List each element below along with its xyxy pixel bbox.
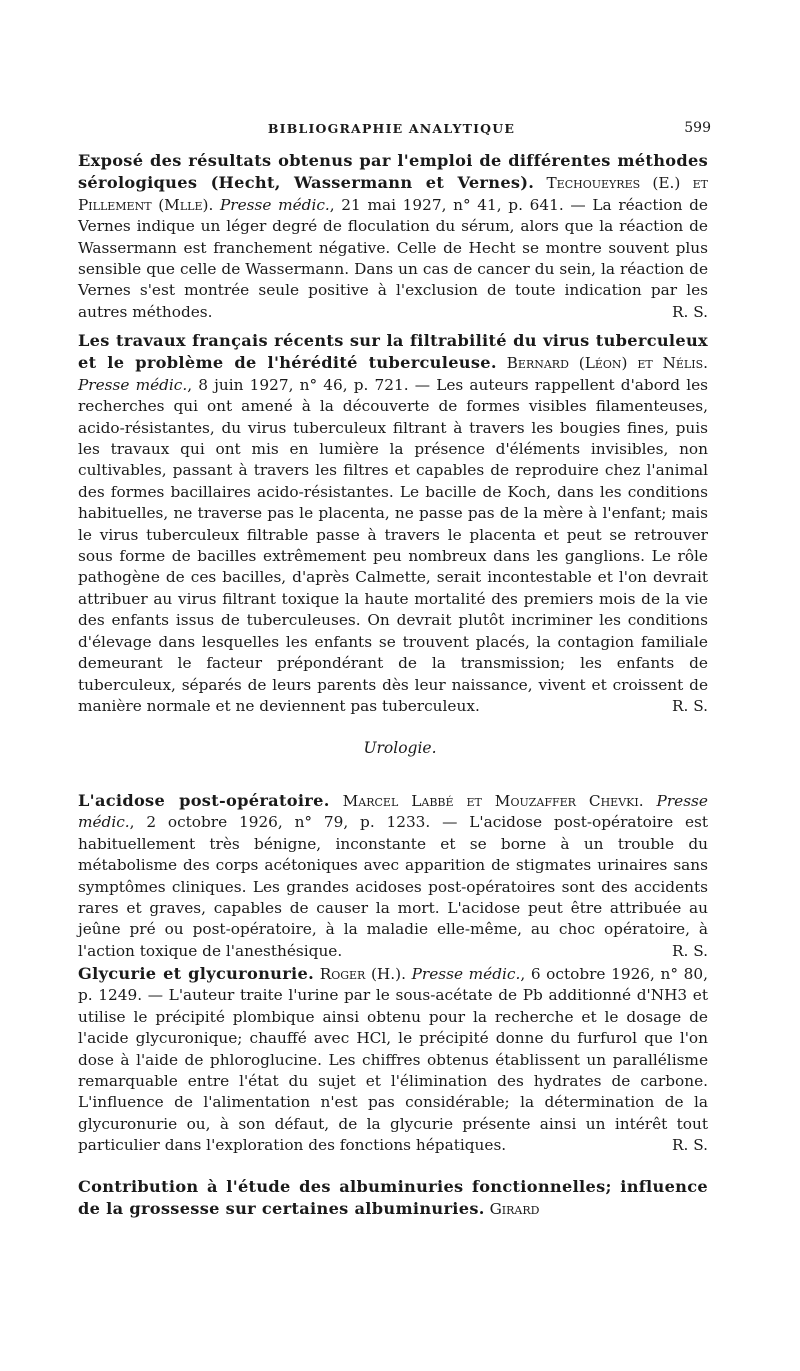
entry-citation: , 2 octobre 1926, n° 79, p. 1233. — [129, 813, 431, 832]
entry-journal: Presse médic. — [78, 375, 188, 394]
entry-journal: Presse médic. — [78, 792, 708, 832]
entry-title: Les travaux français récents sur la filtrabilité du virus tuberculeux et le problème de l'hérédité tuberculeuse. — [78, 331, 708, 373]
entry-signature: R. S. — [671, 302, 708, 321]
running-title: BIBLIOGRAPHIE ANALYTIQUE — [267, 121, 516, 136]
entry-journal: Presse médic. — [411, 965, 521, 983]
section-heading: Urologie. — [363, 739, 437, 757]
entry-authors: Bernard (Léon) et Nélis. — [506, 354, 708, 373]
abstract-entry — [78, 1176, 708, 1221]
abstract-entry — [78, 330, 708, 717]
entry-journal: Presse médic. — [220, 195, 330, 214]
entry-signature: R. S. — [671, 941, 708, 960]
entry-authors: Techoueyres (E.) et Pillement (Mlle). — [78, 174, 708, 214]
entry-title: Exposé des résultats obtenus par l'emploi de différentes méthodes sérologiques (Hecht, Wassermann et Vernes). — [78, 151, 708, 193]
entry-body: — L'auteur traite l'urine par le sous-acétate de Pb additionné d'NH3 et utilise le précipité plombique ainsi obtenu pour la recherche et le dosage de l'acide glycuronique; chauffé avec HCl, le précipité donne du furfurol que l'on dose à l'aide de phloroglucine. Les chiffres obtenus établissent un parallélisme remarquable entre l'état du sujet et l'élimination des hydrates de carbone. L'influence de l'alimentation n'est pas considérable; la détermination de la glycuronurie ou, à son défaut, de la glycurie présente ainsi un intérêt tout particulier dans l'exploration des fonctions hépatiques. — [78, 986, 708, 1155]
entry-authors: Marcel Labbé et Mouzaffer Chevki. — [342, 792, 644, 810]
abstract-entry — [78, 150, 708, 323]
abstract-entry — [78, 790, 708, 962]
entry-authors: Roger (H.). — [319, 965, 406, 983]
entry-body: — Les auteurs rappellent d'abord les recherches qui ont amené à la découverte de formes visibles filamenteuses, acido-résistantes, du virus tuberculeux filtrant à travers les bougies fines, puis les travaux qui ont mis en lumière la présence d'éléments invisibles, non cultivables, passant à travers les filtres et capables de reproduire chez l'animal des formes bacillaires acido-résistantes. Le bacille de Koch, dans les conditions habituelles, ne traverse pas le placenta, ne passe pas de la mère à l'enfant; mais le virus tuberculeux filtrable passe à travers le placenta et peut se retrouver sous forme de bacilles extrêmement peu nombreux dans les ganglions. Le rôle pathogène de ces bacilles, d'après Calmette, serait incontestable et l'on devrait attribuer au virus filtrant toxique la haute mortalité des premiers mois de la vie des enfants issus de tuberculeuses. On devrait plutôt incriminer les conditions d'élevage dans lesquelles les enfants se trouvent placés, la contagion familiale demeurant le facteur prépondérant de la transmission; les enfants de tuberculeux, séparés de leurs parents dès leur naissance, vivent et croissent de manière normale et ne deviennent pas tuberculeux. — [78, 375, 708, 715]
page-number: 599 — [684, 120, 711, 136]
page-header — [78, 118, 711, 138]
entry-title: Glycurie et glycuronurie. — [78, 964, 315, 983]
entry-body: — La réaction de Vernes indique un léger degré de floculation du sérum, alors que la réaction de Wassermann est franchement négative. Celle de Hecht se montre souvent plus sensible que celle de Wassermann. Dans un cas de cancer du sein, la réaction de Vernes s'est montrée seule positive à l'exclusion de toute indication par les autres méthodes. — [78, 195, 708, 321]
entry-authors: Girard — [489, 1200, 540, 1219]
entry-title: Contribution à l'étude des albuminuries fonctionnelles; influence de la grossesse sur certaines albuminuries. — [78, 1177, 708, 1219]
entry-citation: , 8 juin 1927, n° 46, p. 721. — [187, 375, 409, 394]
entry-title: L'acidose post-opératoire. — [78, 791, 330, 810]
entry-citation: , 21 mai 1927, n° 41, p. 641. — [329, 195, 564, 214]
entry-citation: , 6 octobre 1926, n° 80, p. 1249. — [78, 965, 708, 1005]
entry-body: — L'acidose post-opératoire est habituellement très bénigne, inconstante et se borne à un trouble du métabolisme des corps acétoniques avec apparition de stigmates urinaires sans symptômes cliniques. Les grandes acidoses post-opératoires sont des accidents rares et graves, capables de causer la mort. L'acidose peut être attribuée au jeûne pré ou post-opératoire, à la maladie elle-même, au choc opératoire, à l'action toxique de l'anesthésique. — [78, 813, 708, 960]
abstract-entry — [78, 963, 708, 1157]
entry-signature: R. S. — [671, 1136, 708, 1155]
entry-signature: R. S. — [671, 696, 708, 715]
